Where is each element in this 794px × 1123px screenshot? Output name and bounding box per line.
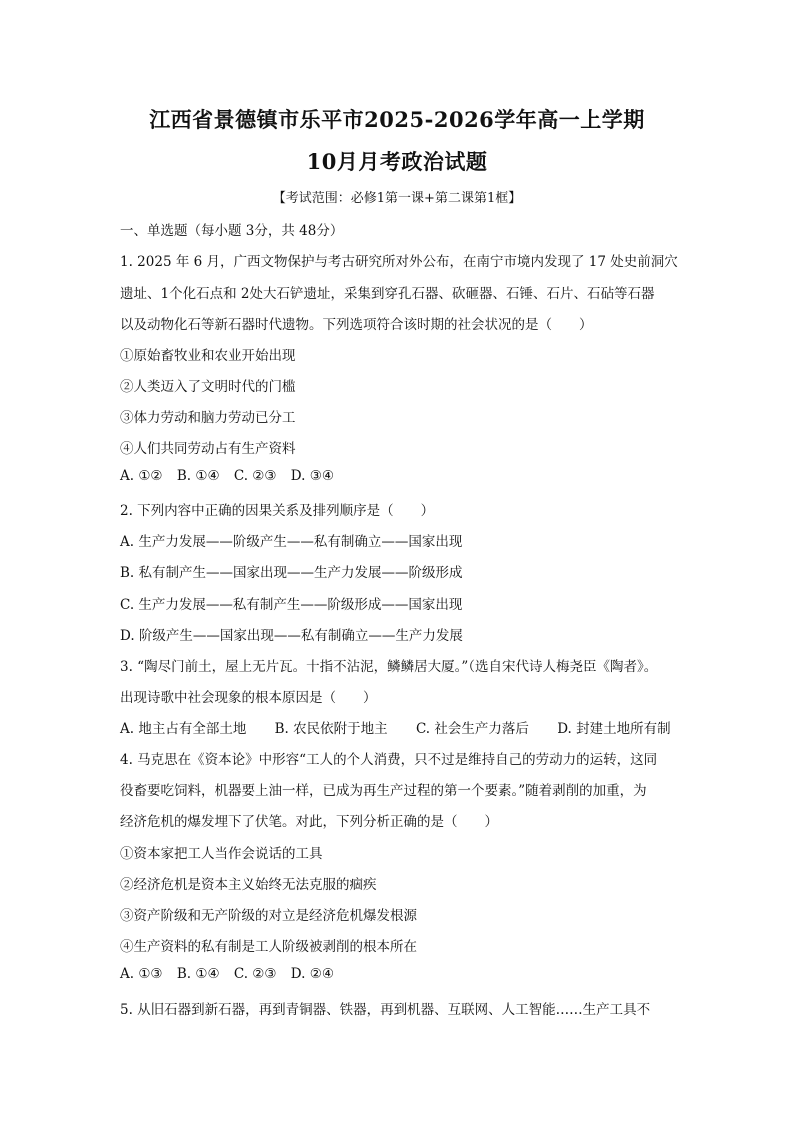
question-3-option-a[interactable]: A. 地主占有全部土地: [120, 721, 247, 737]
question-1-option-c[interactable]: C. ②③: [233, 468, 277, 484]
question-4-option-a[interactable]: A. ①③: [120, 966, 163, 982]
question-3-option-d[interactable]: D. 封建土地所有制: [557, 721, 671, 737]
question-3-line-1: 3. “陶尽门前土，屋上无片瓦。十指不沾泥，鳞鳞居大厦。”（选自宋代诗人梅尧臣《陶者》。: [120, 659, 658, 675]
question-4-statement-4: ④生产资料的私有制是工人阶级被剥削的根本所在: [120, 939, 417, 955]
question-2-option-c[interactable]: C. 生产力发展——私有制产生——阶级形成——国家出现: [120, 597, 463, 613]
question-2-option-a[interactable]: A. 生产力发展——阶级产生——私有制确立——国家出现: [120, 534, 463, 550]
question-4-line-3: 经济危机的爆发埋下了伏笔。对此，下列分析正确的是（ ）: [120, 814, 498, 830]
question-4-option-b[interactable]: B. ①④: [176, 966, 220, 982]
question-4-line-2: 役畜要吃饲料，机器要上油一样，已成为再生产过程的第一个要素。”随着剥削的加重，为: [120, 783, 647, 799]
section-heading: 一、单选题（每小题 3分，共 48分）: [120, 223, 344, 239]
question-3-options: [120, 717, 681, 737]
question-3-line-2: 出现诗歌中社会现象的根本原因是（ ）: [120, 690, 377, 706]
question-1-statement-2: ②人类迈入了文明时代的门槛: [120, 379, 296, 395]
question-1-line-1: 1. 2025 年 6 月，广西文物保护与考古研究所对外公布，在南宁市境内发现了 17 处史前洞穴: [120, 254, 678, 270]
question-5-line-1: 5. 从旧石器到新石器，再到青铜器、铁器，再到机器、互联网、人工智能……生产工具不: [120, 1002, 651, 1018]
question-2-option-d[interactable]: D. 阶级产生——国家出现——私有制确立——生产力发展: [120, 628, 463, 644]
question-1-option-d[interactable]: D. ③④: [290, 468, 334, 484]
question-3-option-b[interactable]: B. 农民依附于地主: [274, 721, 388, 737]
question-4-option-d[interactable]: D. ②④: [290, 966, 334, 982]
question-1-statement-1: ①原始畜牧业和农业开始出现: [120, 348, 296, 364]
question-4-option-c[interactable]: C. ②③: [233, 966, 277, 982]
question-3-option-c[interactable]: C. 社会生产力落后: [415, 721, 529, 737]
question-1-line-3: 以及动物化石等新石器时代遗物。下列选项符合该时期的社会状况的是（ ）: [120, 317, 593, 333]
question-1-options: [120, 468, 344, 484]
question-1-statement-3: ③体力劳动和脑力劳动已分工: [120, 410, 296, 426]
question-2-line-1: 2. 下列内容中正确的因果关系及排列顺序是（ ）: [120, 503, 435, 519]
question-1-option-a[interactable]: A. ①②: [120, 468, 163, 484]
question-4-statement-2: ②经济危机是资本主义始终无法克服的痼疾: [120, 877, 377, 893]
question-4-statement-1: ①资本家把工人当作会说话的工具: [120, 846, 323, 862]
question-4-statement-3: ③资产阶级和无产阶级的对立是经济危机爆发根源: [120, 908, 417, 924]
question-1-statement-4: ④人们共同劳动占有生产资料: [120, 441, 296, 457]
question-4-options: [120, 966, 344, 982]
exam-scope: 【考试范围：必修1第一课+第二课第1框】: [272, 191, 522, 206]
question-4-line-1: 4. 马克思在《资本论》中形容“工人的个人消费，只不过是维持自己的劳动力的运转，这同: [120, 752, 658, 768]
question-2-option-b[interactable]: B. 私有制产生——国家出现——生产力发展——阶级形成: [120, 565, 463, 581]
question-1-line-2: 遗址、1个化石点和 2处大石铲遗址，采集到穿孔石器、砍砸器、石锤、石片、石砧等石器: [120, 286, 655, 302]
exam-title-line-2: 10月月考政治试题: [306, 149, 488, 174]
exam-title-line-1: 江西省景德镇市乐平市2025-2026学年高一上学期: [149, 107, 645, 132]
question-1-option-b[interactable]: B. ①④: [176, 468, 220, 484]
